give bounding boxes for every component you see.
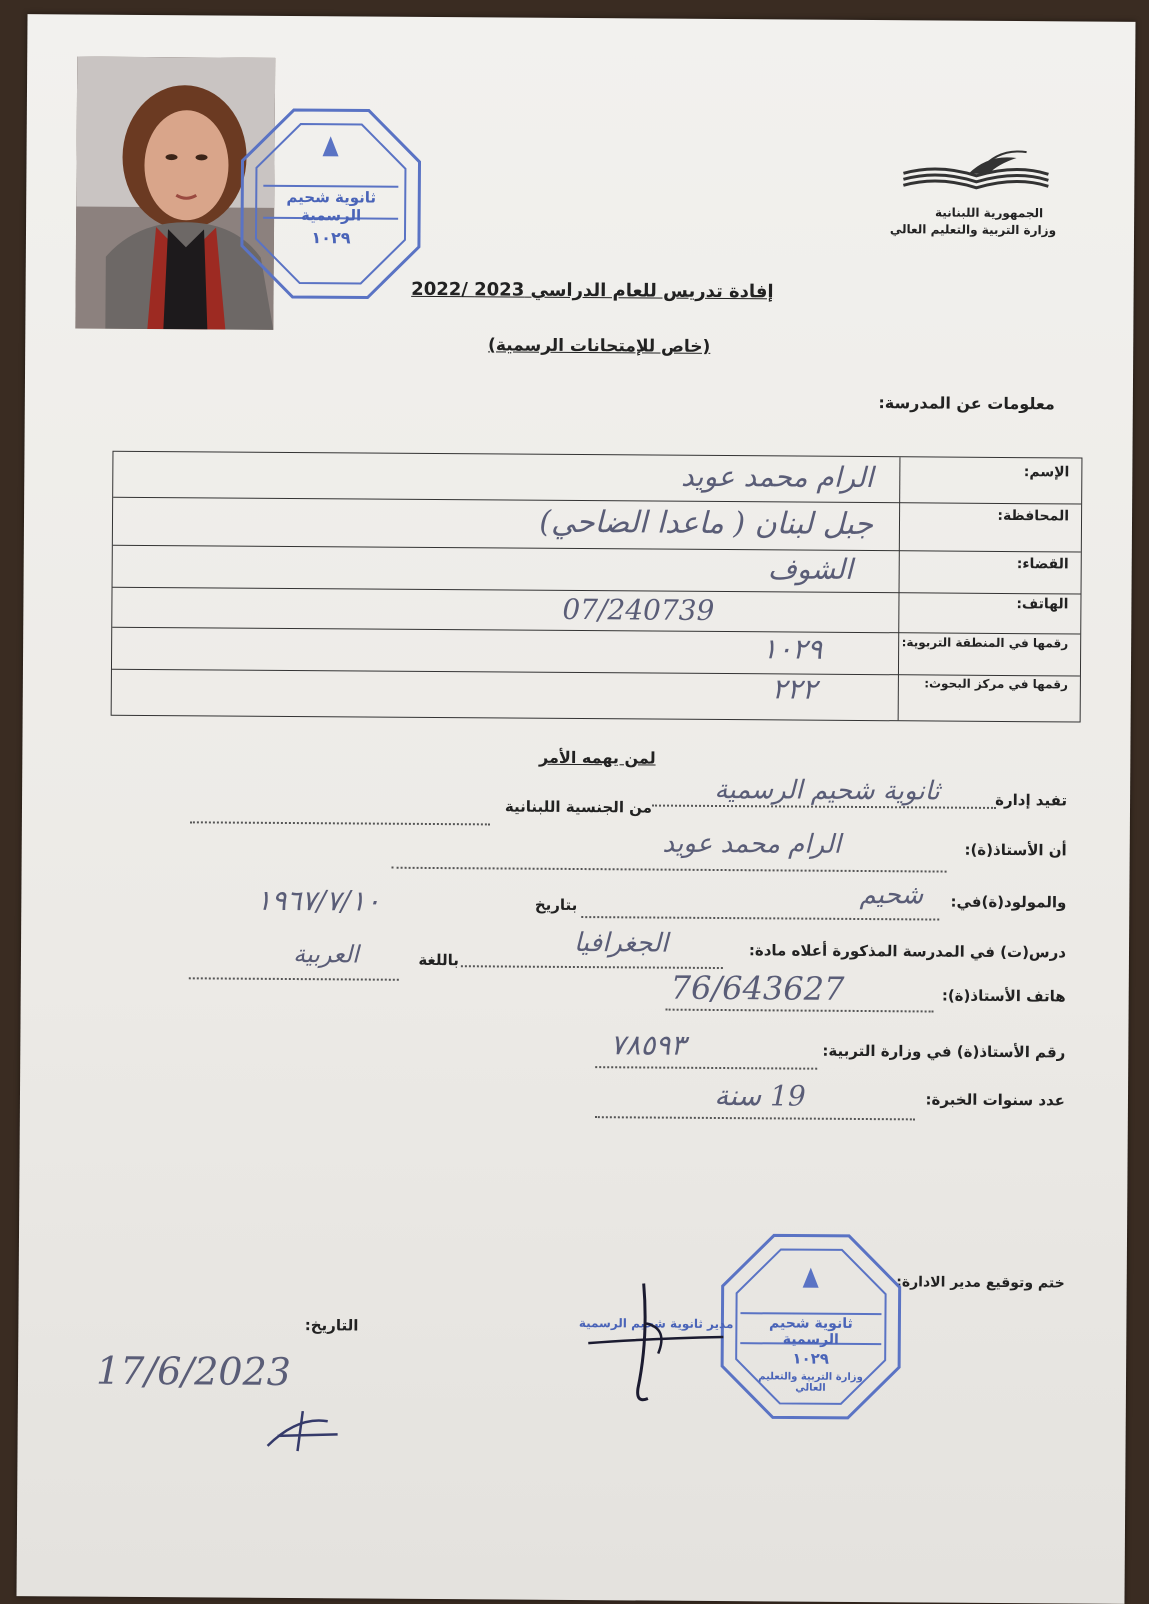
school-stamp-bottom [718, 1231, 904, 1422]
teacher-phone-label: هاتف الأستاذ(ة): [941, 986, 1066, 1006]
language-label: باللغة [418, 950, 460, 970]
language-dots [189, 977, 399, 980]
ministry-number-value: ٧٨٥٩٣ [610, 1028, 686, 1062]
ministry-number-label: رقم الأستاذ(ة) في وزارة التربية: [822, 1041, 1066, 1062]
table-value-governorate: جبل لبنان ( ماعدا الضاحي) [539, 504, 874, 543]
table-label-governorate: المحافظة: [997, 507, 1070, 525]
school-info-heading: معلومات عن المدرسة: [878, 393, 1055, 414]
table-divider [898, 457, 901, 720]
experience-dots [595, 1116, 915, 1120]
table-label-phone: الهاتف: [1016, 596, 1069, 613]
date-label-bottom: التاريخ: [304, 1316, 359, 1335]
table-value-district: الشوف [767, 552, 853, 586]
table-value-phone: 07/240739 [562, 592, 715, 627]
stamp-signature-label: ختم وتوقيع مدير الادارة: [896, 1274, 1065, 1292]
teacher-phone-dots [666, 1009, 934, 1013]
director-signature-icon [578, 1278, 729, 1409]
teacher-value: الرام محمد عويد [662, 828, 842, 860]
book-logo-icon [898, 145, 1058, 206]
teacher-label: أن الأستاذ(ة): [964, 840, 1067, 860]
taught-label: درس(ت) في المدرسة المذكورة أعلاه مادة: [748, 941, 1067, 962]
language-value: العربية [293, 940, 359, 969]
page-title: إفادة تدريس للعام الدراسي 2023 /2022 [411, 278, 774, 303]
table-value-edu-zone: ١٠٢٩ [762, 632, 823, 666]
nationality-dots [190, 821, 490, 825]
born-value: شحيم [859, 879, 924, 911]
document-page [16, 14, 1135, 1604]
table-value-research-center: ٢٢٢ [771, 672, 818, 706]
stamp-number: ١٠٢٩ [311, 228, 351, 248]
nationality-text: من الجنسية اللبنانية [504, 797, 653, 817]
experience-value: 19 سنة [714, 1078, 806, 1113]
director-title: مدير ثانوية شحيم الرسمية [578, 1316, 734, 1332]
ministry-line1: الجمهورية اللبنانية [934, 205, 1044, 221]
experience-label: عدد سنوات الخبرة: [925, 1090, 1066, 1110]
teacher-dots [392, 867, 947, 873]
subject-value: الجغرافيا [573, 927, 669, 959]
to-whom-heading: لمن يهمه الأمر [539, 747, 656, 768]
ministry-number-dots [595, 1066, 817, 1070]
table-row-separator [113, 497, 1081, 505]
school-stamp-top [238, 106, 424, 302]
table-label-research-center: رقمها في مركز البحوث: [924, 676, 1068, 692]
table-label-district: القضاء: [1016, 556, 1069, 573]
born-label: والمولود(ة)في: [950, 892, 1067, 912]
ministry-logo [889, 145, 1059, 241]
born-dots [581, 916, 939, 920]
school-info-table [111, 451, 1083, 723]
signing-date-value: 17/6/2023 [95, 1348, 292, 1395]
stamp-ministry-bottom: وزارة التربية والتعليم العالي [758, 1371, 863, 1394]
table-label-name: الإسم: [1023, 464, 1070, 481]
stamp-school-name: ثانوية شحيم الرسمية [286, 187, 377, 225]
table-row-separator [112, 627, 1080, 635]
table-row-separator [112, 669, 1080, 677]
teacher-phone-value: 76/643627 [670, 968, 845, 1008]
initials-signature-icon [257, 1406, 347, 1457]
table-value-name: الرام محمد عويد [680, 459, 874, 495]
page-subtitle: (خاص للإمتحانات الرسمية) [488, 335, 711, 357]
stamp-school-name-bottom: ثانوية شحيم الرسمية [768, 1315, 853, 1348]
administration-value: ثانوية شحيم الرسمية [714, 774, 940, 807]
birth-date-value: ١٩٦٧/٧/١٠ [256, 883, 381, 918]
administration-label: تفيد إدارة [995, 790, 1068, 810]
date-label: بتاريخ [534, 895, 578, 915]
table-row-separator [113, 545, 1081, 553]
table-label-edu-zone: رقمها في المنطقة التربوية: [901, 635, 1069, 651]
ministry-line2: وزارة التربية والتعليم العالي [889, 222, 1057, 238]
stamp-number-bottom: ١٠٢٩ [792, 1349, 830, 1368]
